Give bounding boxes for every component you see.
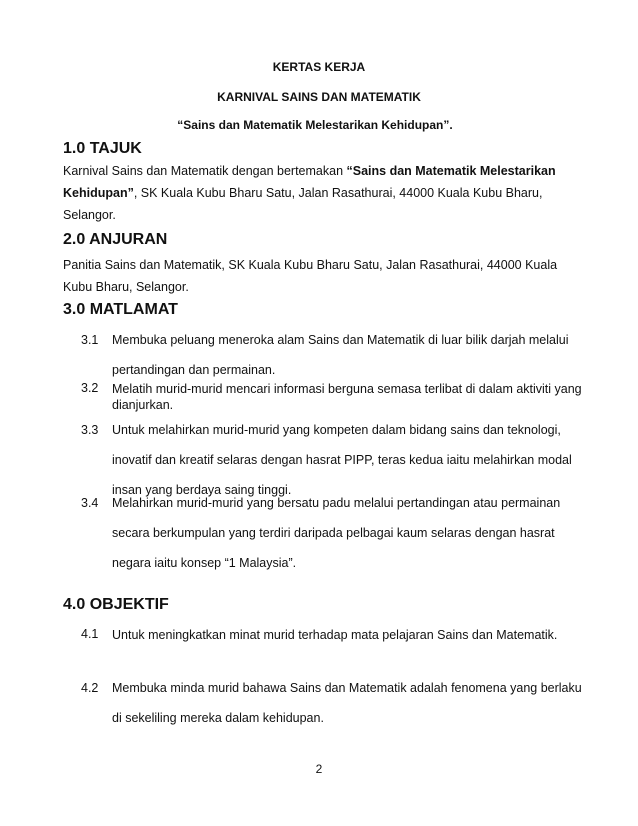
section-heading-objektif: 4.0 OBJEKTIF (63, 596, 169, 613)
list-item-text: Membuka peluang meneroka alam Sains dan Matematik di luar bilik darjah melalui pertandingan dan permainan. (112, 333, 569, 377)
section-text-anjuran: Panitia Sains dan Matematik, SK Kuala Kubu Bharu Satu, Jalan Rasathurai, 44000 Kuala Kubu Bharu, Selangor. (63, 258, 558, 294)
list-item-number: 4.2 (81, 681, 99, 695)
list-item-number: 4.1 (81, 627, 99, 641)
page-number: 2 (315, 762, 323, 776)
section-text-tajuk (63, 160, 583, 226)
list-item-text: Melatih murid-murid mencari informasi berguna semasa terlibat di dalam aktiviti yang dianjurkan. (112, 382, 582, 412)
event-theme: “Sains dan Matematik Melestarikan Kehidupan”. (177, 118, 453, 132)
section-heading-tajuk: 1.0 TAJUK (63, 140, 142, 157)
section-heading-matlamat: 3.0 MATLAMAT (63, 301, 178, 318)
list-item-number: 3.4 (81, 496, 99, 510)
list-item-number: 3.1 (81, 333, 99, 347)
list-item-text: Membuka minda murid bahawa Sains dan Matematik adalah fenomena yang berlaku di sekeliling mereka dalam kehidupan. (112, 681, 582, 725)
list-item-number: 3.2 (81, 381, 99, 395)
tajuk-theme-bold: “Sains dan Matematik Melestarikan Kehidupan” (63, 164, 556, 200)
list-item-text: Untuk meningkatkan minat murid terhadap mata pelajaran Sains dan Matematik. (112, 628, 558, 642)
document-title: KERTAS KERJA (272, 60, 366, 74)
tajuk-text-end: , SK Kuala Kubu Bharu Satu, Jalan Rasathurai, 44000 Kuala Kubu Bharu, Selangor. (63, 186, 543, 222)
list-item-text: Untuk melahirkan murid-murid yang kompeten dalam bidang sains dan teknologi, inovatif dan kreatif selaras dengan hasrat PIPP, teras kedua iaitu melahirkan modal insan yang berdaya saing tinggi. (112, 423, 572, 497)
event-title: KARNIVAL SAINS DAN MATEMATIK (217, 90, 421, 104)
section-heading-anjuran: 2.0 ANJURAN (63, 231, 168, 248)
list-item-number: 3.3 (81, 423, 99, 437)
list-item-text: Melahirkan murid-murid yang bersatu padu melalui pertandingan atau permainan secara berkumpulan yang terdiri daripada pelbagai kaum selaras dengan hasrat negara iaitu konsep “1 Malaysia”. (112, 496, 561, 570)
tajuk-text-start: Karnival Sains dan Matematik dengan bertemakan (63, 164, 347, 178)
